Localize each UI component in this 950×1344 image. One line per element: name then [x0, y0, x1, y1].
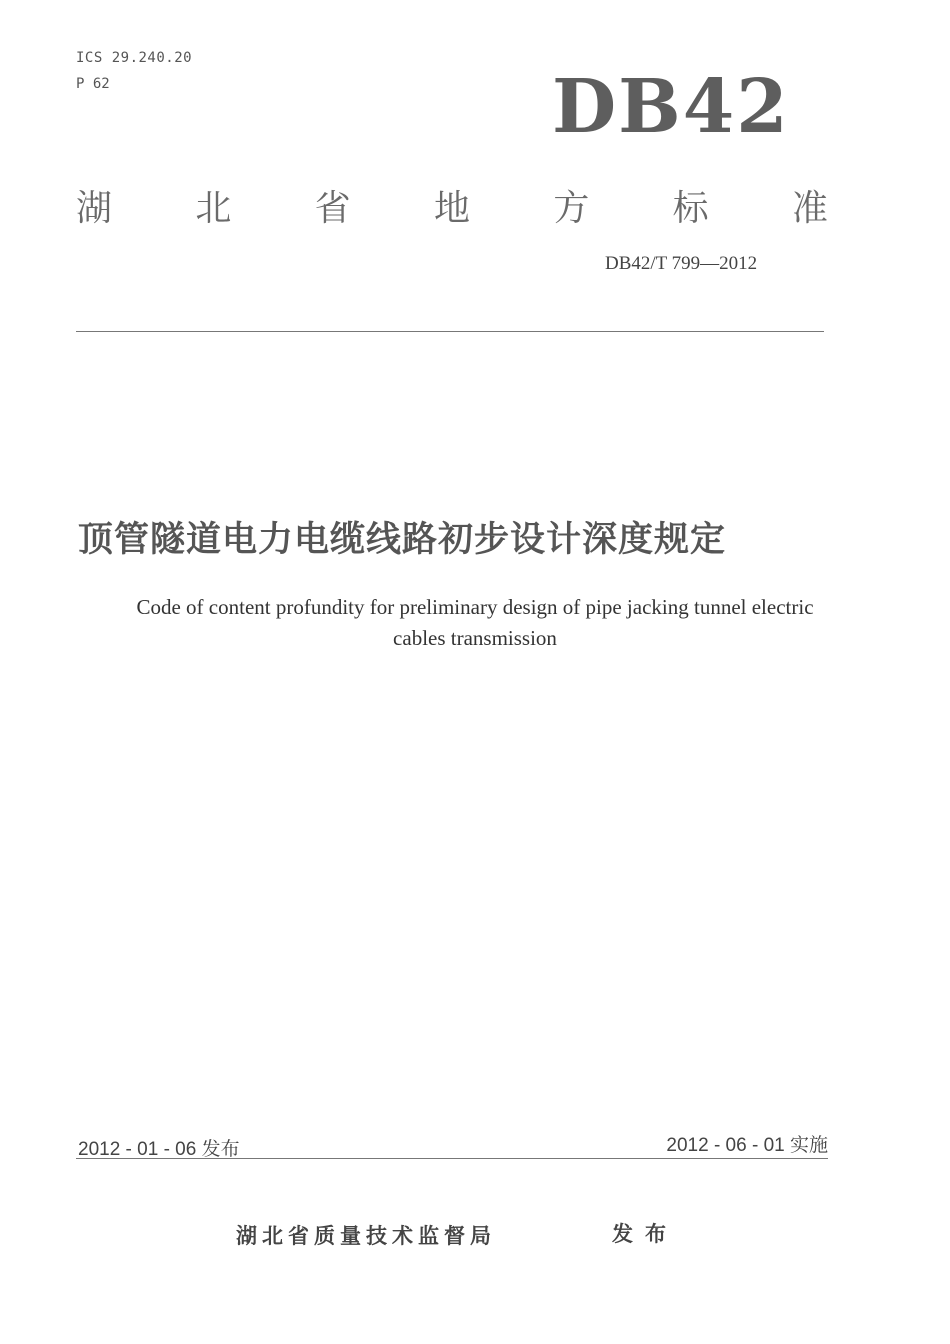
ccs-code: P 62	[76, 76, 110, 92]
title-english-line: Code of content profundity for preliminary design of pipe jacking tunnel electric	[136, 595, 814, 619]
publisher: 湖北省质量技术监督局	[236, 1224, 496, 1248]
standard-type-char: 省	[314, 188, 351, 229]
standard-number: DB42/T 799—2012	[605, 253, 758, 274]
standard-type-char: 湖	[76, 188, 113, 229]
footer-divider	[76, 1158, 828, 1159]
standard-type-char: 北	[195, 188, 232, 229]
standard-type-char: 地	[433, 188, 470, 229]
standard-type-char: 方	[553, 188, 590, 229]
standard-mark: DB42	[552, 64, 790, 150]
header-divider	[76, 331, 824, 332]
standard-type-char: 标	[672, 188, 709, 229]
publish-date: 2012 - 01 - 06 发布	[78, 1139, 240, 1160]
title-english	[60, 592, 890, 654]
standard-type	[76, 180, 828, 231]
ics-code: ICS 29.240.20	[76, 50, 193, 66]
title-chinese: 顶管隧道电力电缆线路初步设计深度规定	[78, 520, 727, 560]
implement-date: 2012 - 06 - 01 实施	[666, 1135, 828, 1156]
standard-type-char: 准	[791, 188, 828, 229]
title-english-line: cables transmission	[393, 626, 557, 650]
publish-word: 发布	[612, 1222, 678, 1246]
